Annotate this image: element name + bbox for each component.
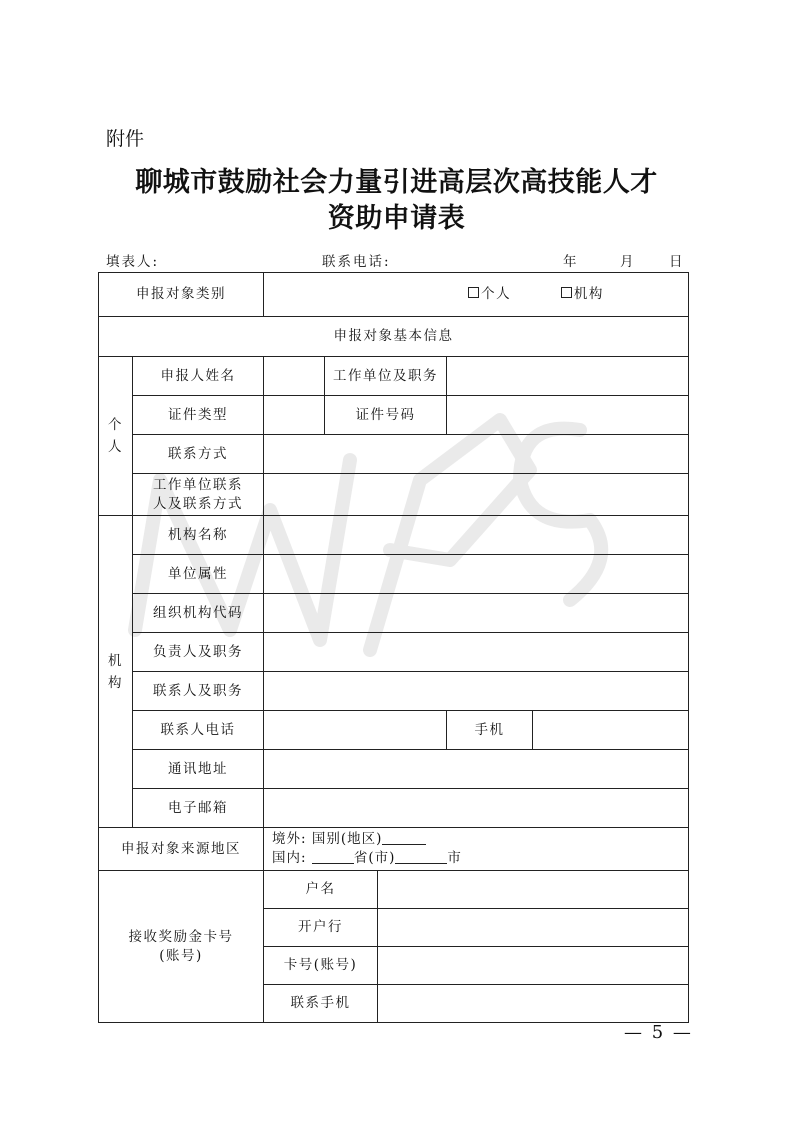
domestic-line: 国内: 省(市) 市	[272, 850, 462, 866]
org-group-label: 机构	[99, 516, 133, 828]
org-nature-field[interactable]	[264, 555, 689, 594]
email-field[interactable]	[264, 789, 689, 828]
employer-contact-field[interactable]	[264, 474, 689, 516]
source-region-label: 申报对象来源地区	[99, 828, 264, 871]
application-form-table	[98, 272, 689, 1023]
id-number-label: 证件号码	[325, 396, 447, 435]
leader-field[interactable]	[264, 633, 689, 672]
id-number-field[interactable]	[447, 396, 689, 435]
employer-title-field[interactable]	[447, 357, 689, 396]
source-region-field[interactable]	[264, 828, 689, 871]
contact-person-label: 联系人及职务	[133, 672, 264, 711]
employer-title-label: 工作单位及职务	[325, 357, 447, 396]
checkbox-icon[interactable]	[561, 287, 572, 298]
contact-phone-label: 联系人电话	[133, 711, 264, 750]
card-number-field[interactable]	[378, 947, 689, 985]
id-type-field[interactable]	[264, 396, 325, 435]
org-code-label: 组织机构代码	[133, 594, 264, 633]
mobile-field[interactable]	[533, 711, 689, 750]
bank-field[interactable]	[378, 909, 689, 947]
address-label: 通讯地址	[133, 750, 264, 789]
option-org[interactable]: 机构	[561, 286, 604, 302]
email-label: 电子邮箱	[133, 789, 264, 828]
org-name-field[interactable]	[264, 516, 689, 555]
holder-name-label: 户名	[264, 871, 378, 909]
account-mobile-label: 联系手机	[264, 985, 378, 1023]
month-label: 月	[620, 254, 636, 270]
org-code-field[interactable]	[264, 594, 689, 633]
page-number: — 5 —	[624, 1022, 693, 1043]
address-field[interactable]	[264, 750, 689, 789]
personal-group-label: 个人	[99, 357, 133, 516]
applicant-name-field[interactable]	[264, 357, 325, 396]
option-personal[interactable]: 个人	[468, 286, 511, 302]
basic-info-heading: 申报对象基本信息	[99, 317, 689, 357]
account-label: 接收奖励金卡号(账号)	[99, 871, 264, 1023]
leader-label: 负责人及职务	[133, 633, 264, 672]
abroad-line: 境外: 国别(地区)	[272, 830, 688, 849]
id-type-label: 证件类型	[133, 396, 264, 435]
year-label: 年	[563, 254, 579, 270]
attachment-label: 附件	[106, 128, 145, 150]
account-mobile-field[interactable]	[378, 985, 689, 1023]
applicant-name-label: 申报人姓名	[133, 357, 264, 396]
phone-label: 联系电话:	[322, 254, 391, 270]
contact-phone-field[interactable]	[264, 711, 447, 750]
form-subtitle: 资助申请表	[327, 203, 466, 234]
org-nature-label: 单位属性	[133, 555, 264, 594]
employer-contact-label: 工作单位联系人及联系方式	[133, 474, 264, 516]
contact-person-field[interactable]	[264, 672, 689, 711]
mobile-label: 手机	[447, 711, 533, 750]
checkbox-icon[interactable]	[468, 287, 479, 298]
org-name-label: 机构名称	[133, 516, 264, 555]
form-title: 聊城市鼓励社会力量引进高层次高技能人才	[135, 167, 658, 198]
card-number-label: 卡号(账号)	[264, 947, 378, 985]
bank-label: 开户行	[264, 909, 378, 947]
category-options	[264, 273, 689, 317]
contact-label: 联系方式	[133, 435, 264, 474]
contact-field[interactable]	[264, 435, 689, 474]
filler-label: 填表人:	[106, 254, 160, 270]
day-label: 日	[669, 254, 685, 270]
category-label: 申报对象类别	[99, 273, 264, 317]
holder-name-field[interactable]	[378, 871, 689, 909]
